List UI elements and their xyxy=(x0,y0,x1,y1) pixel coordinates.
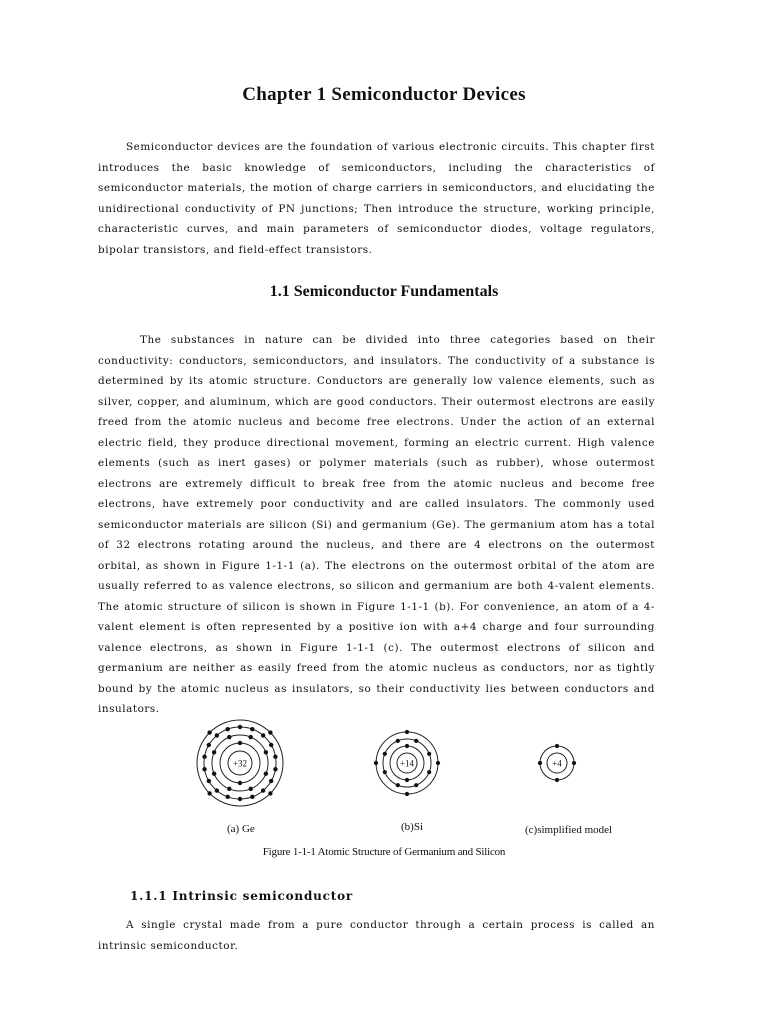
electron-dot xyxy=(227,735,231,739)
intro-paragraph: Semiconductor devices are the foundation of various electronic circuits. This chapter first introduces the basic knowledge of semiconductors, including the characteristics of semiconductor materials, the motion of charge carriers in semiconductors, and elucidating the unidirectional conductivity of PN junctions; Then introduce the structure, working principle, characteristic curves, and main parameters of semiconductor diodes, voltage regulators, bipolar transistors, and field-effect transistors. xyxy=(98,141,655,256)
electron-dot xyxy=(383,752,387,756)
electron-dot xyxy=(383,770,387,774)
chapter-title: Chapter 1 Semiconductor Devices xyxy=(242,84,526,105)
electron-dot xyxy=(207,730,211,734)
electron-dot xyxy=(225,795,229,799)
electron-dot xyxy=(269,743,273,747)
electron-dot xyxy=(405,778,409,782)
electron-dot xyxy=(264,750,268,754)
electron-dot xyxy=(396,739,400,743)
electron-dot xyxy=(555,744,559,748)
electron-dot xyxy=(207,743,211,747)
atom-0 xyxy=(197,720,283,806)
electron-dot xyxy=(212,772,216,776)
electron-dot xyxy=(249,735,253,739)
electron-dot xyxy=(555,778,559,782)
electron-dot xyxy=(268,791,272,795)
electron-dot xyxy=(405,744,409,748)
atom-2 xyxy=(538,744,576,782)
atom-1 xyxy=(374,730,440,796)
electron-dot xyxy=(572,761,576,765)
electron-dot xyxy=(212,750,216,754)
electron-dot xyxy=(202,755,206,759)
nucleus-label: +4 xyxy=(552,758,562,769)
electron-dot xyxy=(374,761,378,765)
electron-dot xyxy=(227,787,231,791)
electron-dot xyxy=(396,783,400,787)
figure-label-c: (c)simplified model xyxy=(525,824,613,836)
electron-dot xyxy=(249,787,253,791)
electron-dot xyxy=(261,788,265,792)
section-title: 1.1 Semiconductor Fundamentals xyxy=(269,283,499,300)
electron-dot xyxy=(269,779,273,783)
atomic-structure-figure xyxy=(190,708,613,868)
electron-dot xyxy=(238,741,242,745)
electron-dot xyxy=(268,730,272,734)
electron-dot xyxy=(427,770,431,774)
electron-dot xyxy=(225,727,229,731)
electron-dot xyxy=(238,797,242,801)
electron-dot xyxy=(273,755,277,759)
electron-dot xyxy=(273,767,277,771)
electron-dot xyxy=(405,792,409,796)
electron-dot xyxy=(238,781,242,785)
subsection-paragraph: A single crystal made from a pure conductor through a certain process is called an intrinsic semiconductor. xyxy=(98,919,655,952)
electron-dot xyxy=(250,727,254,731)
electron-dot xyxy=(436,761,440,765)
electron-dot xyxy=(414,739,418,743)
section-paragraph: The substances in nature can be divided into three categories based on their conductivity: conductors, semiconductors, and insulators. The conductivity of a substance is determined by its atomic structure. Conductors are generally low valence elements, such as silver, copper, and aluminum, which are good conductors. Their outermost electrons are easily freed from the atomic nucleus and become free electrons. Under the action of an external electric field, they produce directional movement, forming an electric current. High valence elements (such as inert gases) or polymer materials (such as rubber), whose outermost electrons are extremely difficult to break free from the atomic nucleus and become free electrons, have extremely poor conductivity and are called insulators. The commonly used semiconductor materials are silicon (Si) and germanium (Ge). The germanium atom has a total of 32 electrons rotating around the nucleus, and there are 4 electrons on the outermost orbital, as shown in Figure 1-1-1 (a). The electrons on the outermost orbital of the atom are usually referred to as valence electrons, so silicon and germanium are both 4-valent elements. The atomic structure of silicon is shown in Figure 1-1-1 (b). For convenience, an atom of a 4-valent element is often represented by a positive ion with a+4 charge and four surrounding valence electrons, as shown in Figure 1-1-1 (c). The outermost electrons of silicon and germanium are neither as easily freed from the atomic nucleus as conductors, nor as tightly bound by the atomic nucleus as insulators, so their conductivity lies between conductors and insulators. xyxy=(98,334,655,715)
figure-label-a: (a) Ge xyxy=(227,823,255,835)
atom-diagrams xyxy=(190,708,590,828)
figure-label-b: (b)Si xyxy=(401,821,423,833)
electron-dot xyxy=(202,767,206,771)
electron-dot xyxy=(414,783,418,787)
electron-dot xyxy=(207,791,211,795)
electron-dot xyxy=(207,779,211,783)
electron-dot xyxy=(538,761,542,765)
electron-dot xyxy=(215,788,219,792)
electron-dot xyxy=(238,725,242,729)
nucleus-label: +14 xyxy=(399,758,415,769)
subsection-title: 1.1.1 Intrinsic semiconductor xyxy=(130,889,354,903)
electron-dot xyxy=(264,772,268,776)
figure-caption: Figure 1-1-1 Atomic Structure of Germanium and Silicon xyxy=(262,846,506,858)
nucleus-label: +32 xyxy=(232,758,248,769)
electron-dot xyxy=(250,795,254,799)
electron-dot xyxy=(427,752,431,756)
electron-dot xyxy=(215,733,219,737)
electron-dot xyxy=(261,733,265,737)
electron-dot xyxy=(405,730,409,734)
